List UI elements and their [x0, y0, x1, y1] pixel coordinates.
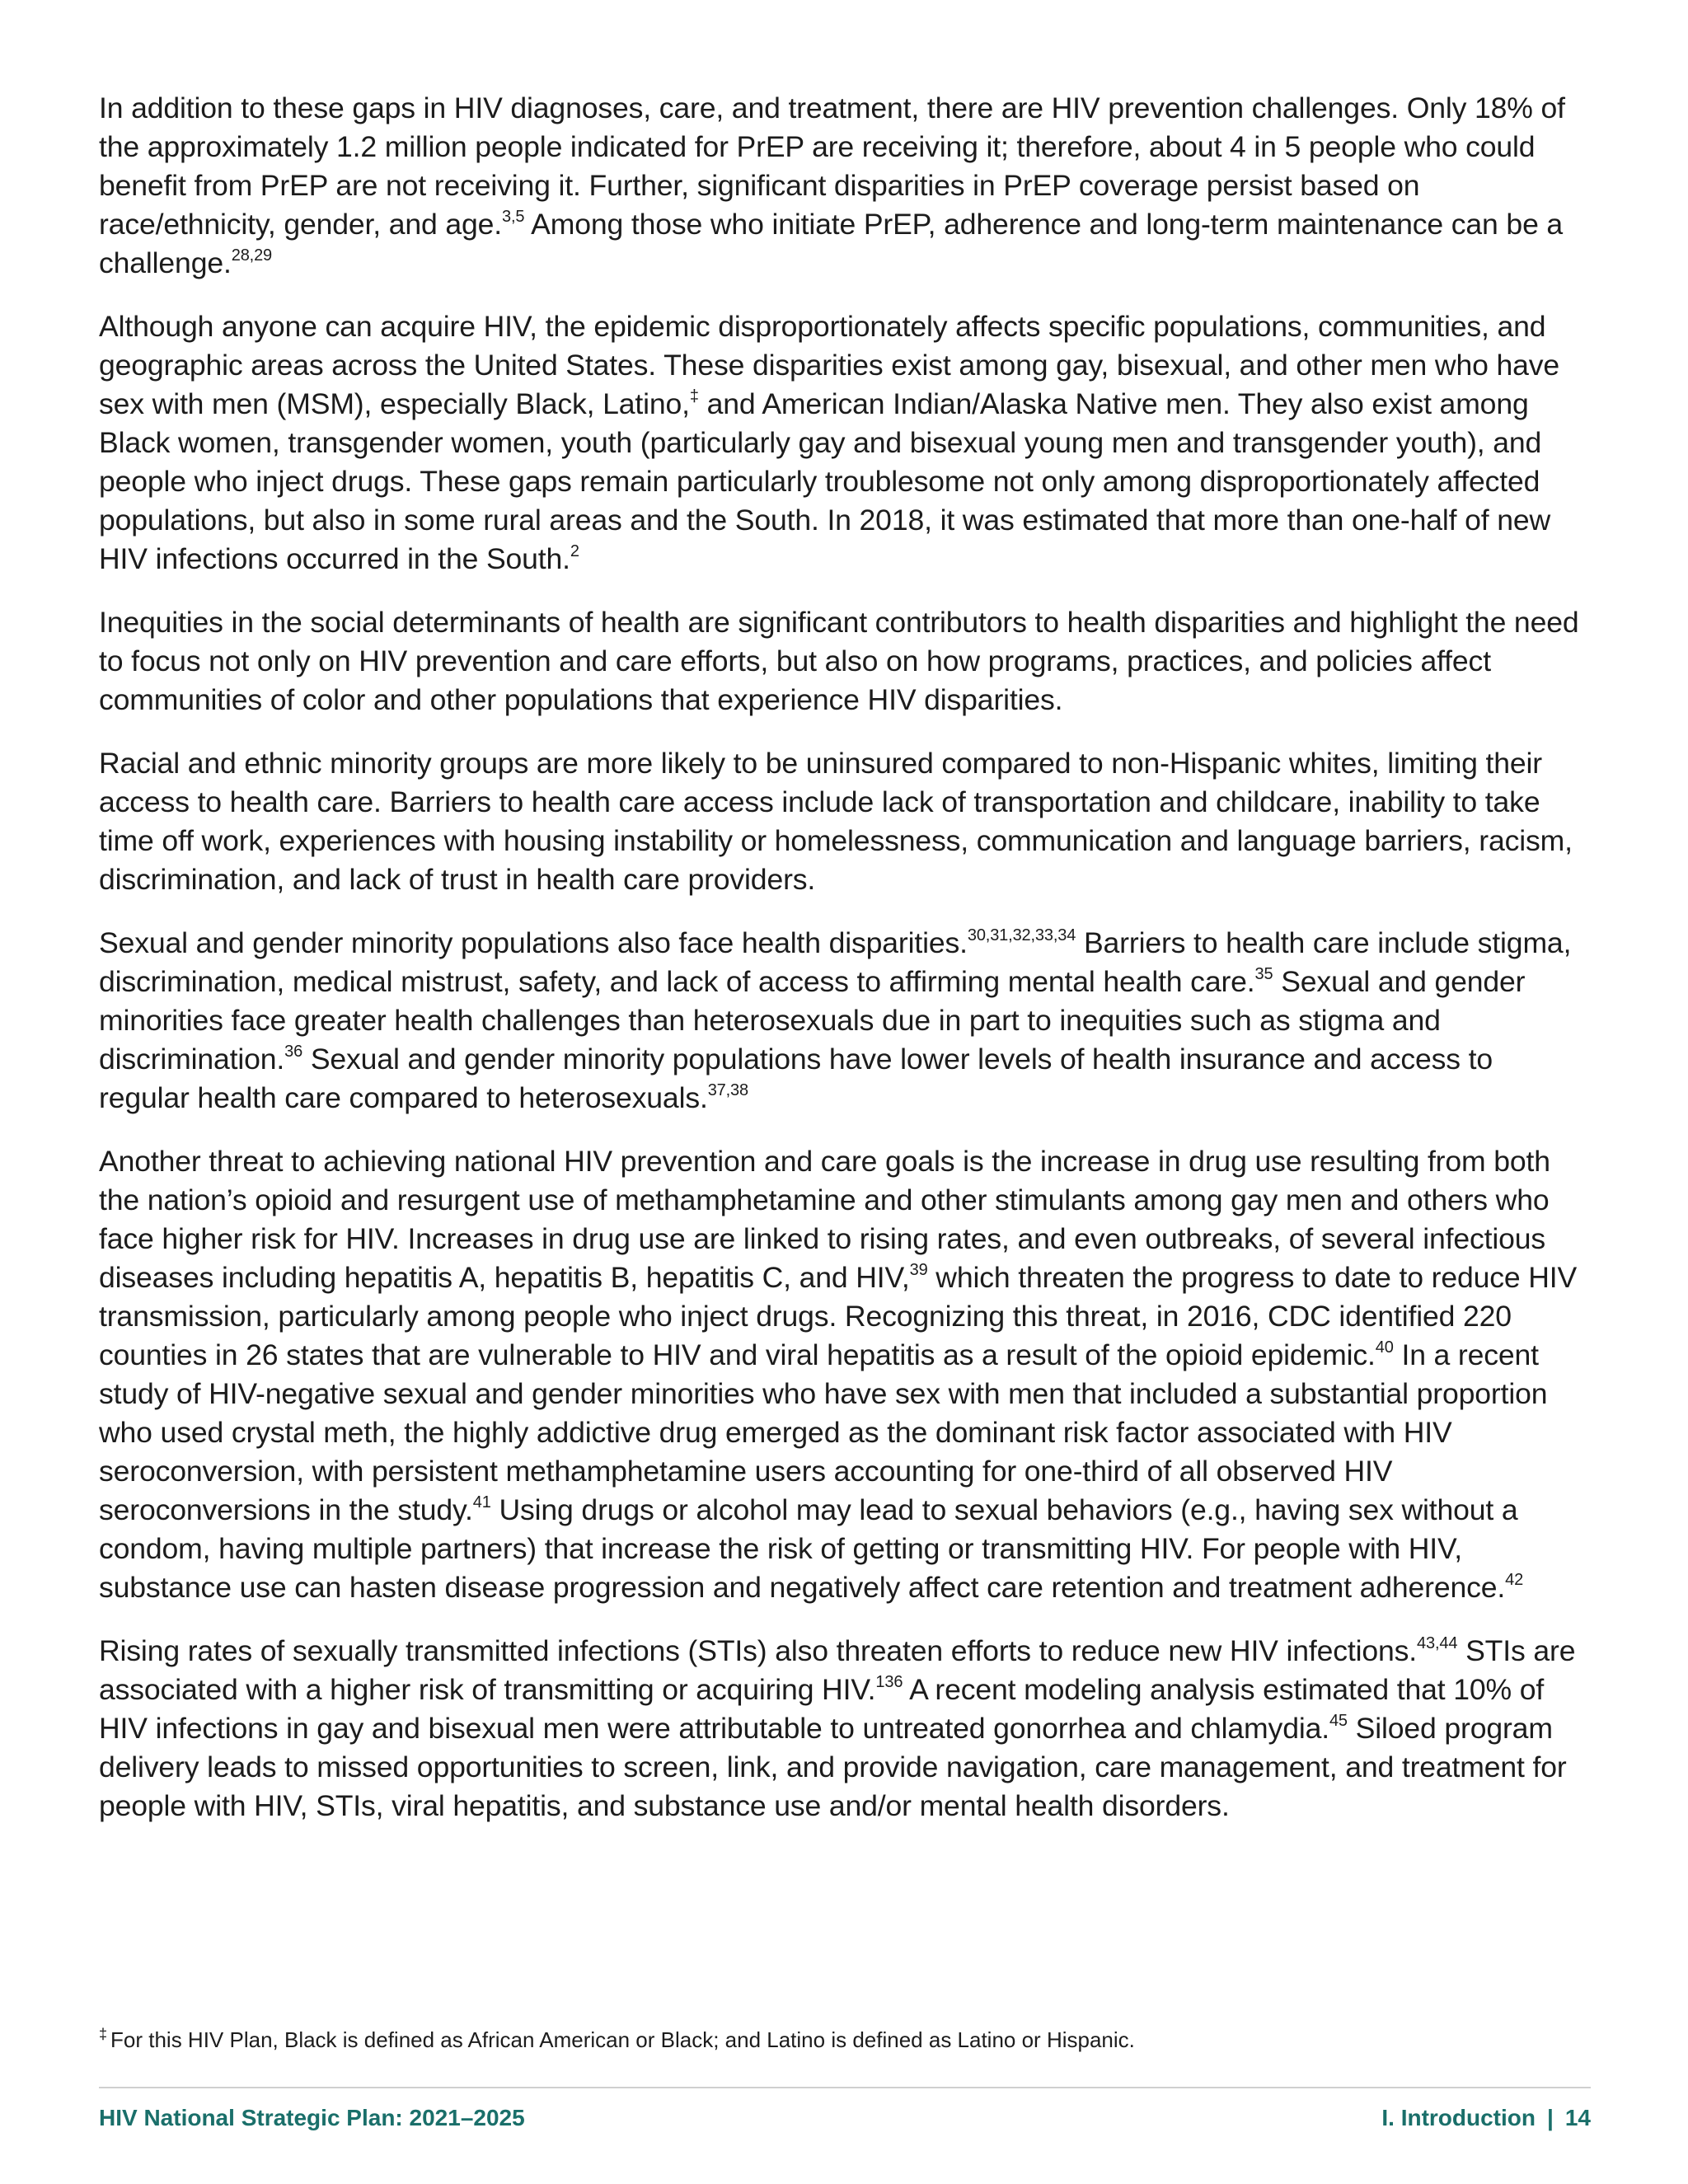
- citation-superscript: 39: [909, 1261, 928, 1280]
- footnote-mark: ‡: [99, 2026, 108, 2043]
- paragraph-text: In addition to these gaps in HIV diagnoses, care, and treatment, there are HIV prevention challenges. Only 18% of the approximately 1.2 million people indicated for PrEP are receiving it; therefore, about 4 in 5 people who could benefit from PrEP are not receiving it. Further, significant disparities in PrEP coverage persist based on race/ethnicity, gender, and age.: [99, 91, 1565, 241]
- citation-superscript: ‡: [689, 387, 699, 406]
- paragraph: [99, 89, 1591, 283]
- citation-superscript: 41: [472, 1493, 491, 1512]
- paragraph-text: Another threat to achieving national HIV prevention and care goals is the increase in drug use resulting from both the nation’s opioid and resurgent use of methamphetamine and other stimulants among gay men and others who face higher risk for HIV. Increases in drug use are linked to rising rates, and even outbreaks, of several infectious diseases including hepatitis A, hepatitis B, hepatitis C, and HIV,: [99, 1145, 1550, 1294]
- footer-divider: [99, 2087, 1591, 2088]
- paragraph-text: In a recent study of HIV-negative sexual and gender minorities who have sex with men that included a substantial proportion who used crystal meth, the highly addictive drug emerged as the dominant risk factor associated with HIV seroconversion, with persistent methamphetamine users accounting for one-third of all observed HIV seroconversions in the study.: [99, 1338, 1548, 1526]
- body-text: [99, 89, 1591, 1850]
- paragraph: [99, 1142, 1591, 1607]
- paragraph-text: Siloed program delivery leads to missed opportunities to screen, link, and provide navigation, care management, and treatment for people with HIV, STIs, viral hepatitis, and substance use and/or mental health disorders.: [99, 1712, 1567, 1822]
- paragraph-text: and American Indian/Alaska Native men. They also exist among Black women, transgender women, youth (particularly gay and bisexual young men and transgender youth), and people who inject drugs. These gaps remain particularly troublesome not only among disproportionately affected populations, but also in some rural areas and the South. In 2018, it was estimated that more than one-half of new HIV infections occurred in the South.: [99, 387, 1551, 575]
- paragraph-text: A recent modeling analysis estimated that 10% of HIV infections in gay and bisexual men were attributable to untreated gonorrhea and chlamydia.: [99, 1673, 1545, 1745]
- paragraph-text: Racial and ethnic minority groups are more likely to be uninsured compared to non-Hispanic whites, limiting their access to health care. Barriers to health care access include lack of transportation and childcare, inability to take time off work, experiences with housing instability or homelessness, communication and language barriers, racism, discrimination, and lack of trust in health care providers.: [99, 747, 1573, 896]
- page-footer: [99, 2105, 1591, 2131]
- paragraph-text: Sexual and gender minorities face greater health challenges than heterosexuals due in part to inequities such as stigma and discrimination.: [99, 965, 1526, 1076]
- citation-superscript: 36: [284, 1043, 303, 1062]
- footer-separator: |: [1547, 2105, 1554, 2130]
- paragraph-text: Using drugs or alcohol may lead to sexual behaviors (e.g., having sex without a condom, having multiple partners) that increase the risk of getting or transmitting HIV. For people with HIV, substance use can hasten disease progression and negatively affect care retention and treatment adherence.: [99, 1493, 1518, 1604]
- paragraph: [99, 307, 1591, 579]
- footer-page-info: [1381, 2105, 1591, 2131]
- citation-superscript: 2: [570, 542, 579, 561]
- citation-superscript: 45: [1329, 1712, 1348, 1731]
- paragraph-text: Sexual and gender minority populations also face health disparities.: [99, 926, 968, 959]
- paragraph: [99, 603, 1591, 719]
- paragraph-text: STIs are associated with a higher risk of transmitting or acquiring HIV.: [99, 1634, 1576, 1706]
- citation-superscript: 42: [1505, 1571, 1524, 1590]
- paragraph: [99, 744, 1591, 899]
- footnote-text: For this HIV Plan, Black is defined as African American or Black; and Latino is defined as Latino or Hispanic.: [110, 2027, 1135, 2052]
- citation-superscript: 30,31,32,33,34: [967, 926, 1076, 945]
- citation-superscript: 43,44: [1417, 1634, 1458, 1653]
- page-number: 14: [1564, 2105, 1591, 2130]
- paragraph-text: Sexual and gender minority populations have lower levels of health insurance and access to regular health care compared to heterosexuals.: [99, 1043, 1493, 1114]
- citation-superscript: 35: [1254, 965, 1273, 984]
- paragraph-text: Although anyone can acquire HIV, the epidemic disproportionately affects specific populations, communities, and geographic areas across the United States. These disparities exist among gay, bisexual, and other men who have sex with men (MSM), especially Black, Latino,: [99, 310, 1559, 420]
- paragraph-text: Inequities in the social determinants of health are significant contributors to health disparities and highlight the need to focus not only on HIV prevention and care efforts, but also on how programs, practices, and policies affect communities of color and other populations that experience HIV disparities.: [99, 606, 1579, 716]
- citation-superscript: 37,38: [707, 1081, 749, 1100]
- citation-superscript: 40: [1375, 1338, 1394, 1357]
- citation-superscript: 136: [875, 1673, 903, 1692]
- paragraph: [99, 924, 1591, 1118]
- paragraph-text: Rising rates of sexually transmitted infections (STIs) also threaten efforts to reduce new HIV infections.: [99, 1634, 1418, 1667]
- citation-superscript: 28,29: [231, 246, 273, 265]
- paragraph-text: Among those who initiate PrEP, adherence and long-term maintenance can be a challenge.: [99, 208, 1564, 279]
- footer-section: I. Introduction: [1381, 2105, 1536, 2130]
- paragraph-text: Barriers to health care include stigma, discrimination, medical mistrust, safety, and lack of access to affirming mental health care.: [99, 926, 1572, 998]
- footer-document-title: HIV National Strategic Plan: 2021–2025: [99, 2105, 525, 2130]
- citation-superscript: 3,5: [502, 208, 525, 227]
- paragraph-text: which threaten the progress to date to reduce HIV transmission, particularly among people who inject drugs. Recognizing this threat, in 2016, CDC identified 220 counties in 26 states that are vulnerable to HIV and viral hepatitis as a result of the opioid epidemic.: [99, 1261, 1578, 1371]
- paragraph: [99, 1632, 1591, 1825]
- footnote: [99, 2026, 1591, 2054]
